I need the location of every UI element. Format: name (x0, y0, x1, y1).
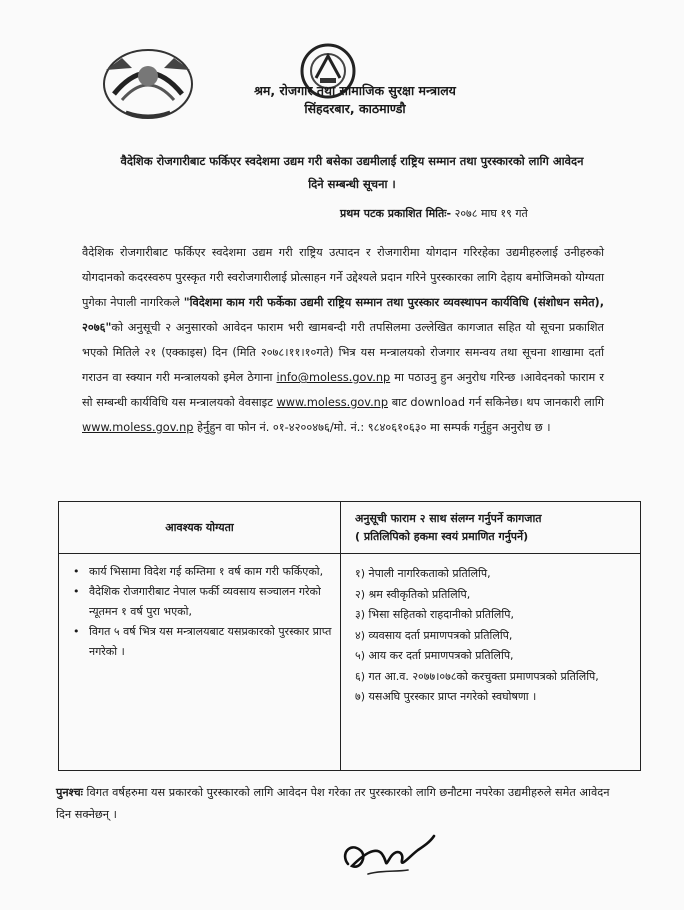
list-item: ७) यसअघि पुरस्कार प्राप्त नगरेको स्वघोषणा । (355, 690, 537, 703)
website-link-2[interactable]: www.moless.gov.np (82, 421, 194, 434)
qualifications-list (59, 554, 340, 662)
table-body-row (59, 554, 641, 771)
postscript-label: पुनश्चः (56, 786, 83, 799)
ministry-address: सिंहदरबार, काठमाण्डौ (304, 101, 406, 116)
email-link[interactable]: info@moless.gov.np (276, 371, 391, 384)
bullet-icon: • (73, 625, 80, 638)
documents-header-line-2: ( प्रतिलिपिको हकमा स्वयं प्रमाणित गर्नुपर्ने) (355, 529, 529, 543)
documents-list (341, 554, 640, 708)
list-item: • विगत ५ वर्ष भित्र यस मन्त्रालयबाट यसप्रकारको पुरस्कार प्राप्त नगरेको । (89, 622, 332, 662)
body-part-1: वैदेशिक रोजगारीबाट फर्किएर स्वदेशमा उद्यम गरी राष्ट्रिय उत्पादन र रोजगारीमा योगदान गरिरहेका उद्यमीहरुलाई उनीहरुको योगदानको कदरस्वरुप पुरस्कृत गरी स्वरोजगारीलाई प्रोत्साहन गर्ने उद्देश्यले प्रदान गरिने पुरस्कारका लागि देहाय बमोजिमको योग्यता पुगेका नेपाली नागरिकले (82, 246, 604, 309)
body-part-3: मा पठाउनु हुन अनुरोध गरिन्छ ।आवेदनको फाराम र सो सम्बन्धी कार्यविधि यस मन्त्रालयको वेवसाइट (82, 371, 604, 409)
notice-body (82, 240, 604, 440)
publication-date-value: २०७८ माघ १९ गते (454, 207, 528, 220)
procedure-title: "विदेशमा काम गरी फर्केका उद्यमी राष्ट्रिय सम्मान तथा पुरस्कार व्यवस्थापन कार्यविधि (संशोधन समेत), २०७६" (82, 296, 604, 334)
list-item: ४) व्यवसाय दर्ता प्रमाणपत्रको प्रतिलिपि, (355, 628, 513, 642)
government-emblem-icon (92, 40, 204, 124)
list-item: १) नेपाली नागरिकताको प्रतिलिपि, (355, 567, 491, 580)
bullet-icon: • (73, 565, 80, 578)
signature-icon (338, 824, 438, 882)
qualifications-cell (59, 554, 341, 771)
list-item: ३) भिसा सहितको राहदानीको प्रतिलिपि, (355, 608, 514, 621)
postscript-note (56, 782, 626, 826)
documents-header-line-1: अनुसूची फाराम २ साथ संलग्न गर्नुपर्ने कागजात (355, 511, 542, 525)
publication-date-label: प्रथम पटक प्रकाशित मितिः- (340, 207, 452, 220)
document-header (190, 82, 520, 118)
requirements-table (58, 501, 641, 771)
qualification-header: आवश्यक योग्यता (59, 502, 341, 554)
list-item: २) श्रम स्वीकृतिको प्रतिलिपि, (355, 587, 471, 601)
bullet-icon: • (73, 585, 80, 598)
website-link-1[interactable]: www.moless.gov.np (276, 396, 389, 409)
documents-header (341, 502, 641, 554)
ministry-name: श्रम, रोजगार तथा सामाजिक सुरक्षा मन्त्रालय (254, 83, 456, 98)
body-part-4: बाट download गर्न सकिनेछ। थप जानकारी लागि (388, 396, 605, 409)
notice-title: वैदेशिक रोजगारीबाट फर्किएर स्वदेशमा उद्यम गरी बसेका उद्यमीलाई राष्ट्रिय सम्मान तथा पुरस्कारको लागि आवेदन दिने सम्बन्धी सूचना । (120, 154, 584, 191)
list-item: ६) गत आ.व. २०७७।०७८को करचुक्ता प्रमाणपत्रको प्रतिलिपि, (355, 669, 599, 683)
list-item: • कार्य भिसामा विदेश गई कम्तिमा १ वर्ष काम गरी फर्किएको, (89, 562, 332, 582)
postscript-text: विगत वर्षहरुमा यस प्रकारको पुरस्कारको लागि आवेदन पेश गरेका तर पुरस्कारको लागि छनौटमा नपरेका उद्यमीहरुले समेत आवेदन दिन सक्नेछन् । (56, 786, 610, 821)
body-part-2: को अनुसूची २ अनुसारको आवेदन फाराम भरी खामबन्दी गरी तपसिलमा उल्लेखित कागजात सहित यो सूचना प्रकाशित भएको मितिले २१ (एक्काइस) दिन (मिति २०७८।११।१०गते) भित्र यस मन्त्रालयको रोजगार समन्वय तथा सूचना शाखामा दर्ता गराउन वा स्क्यान गरी मन्त्रालयको इमेल ठेगाना (82, 321, 604, 384)
publication-date (340, 206, 528, 221)
table-header-row (59, 502, 641, 554)
list-item: ५) आय कर दर्ता प्रमाणपत्रको प्रतिलिपि, (355, 649, 514, 662)
body-part-5: हेर्नुहुन वा फोन नं. ०१-४२००४७६/मो. नं.: ९८४०६१०६३० मा सम्पर्क गर्नुहुन अनुरोध छ । (193, 421, 551, 434)
documents-cell (341, 554, 641, 771)
list-item: • वैदेशिक रोजगारीबाट नेपाल फर्की व्यवसाय सञ्चालन गरेको न्यूतमन १ वर्ष पुरा भएको, (89, 582, 332, 622)
